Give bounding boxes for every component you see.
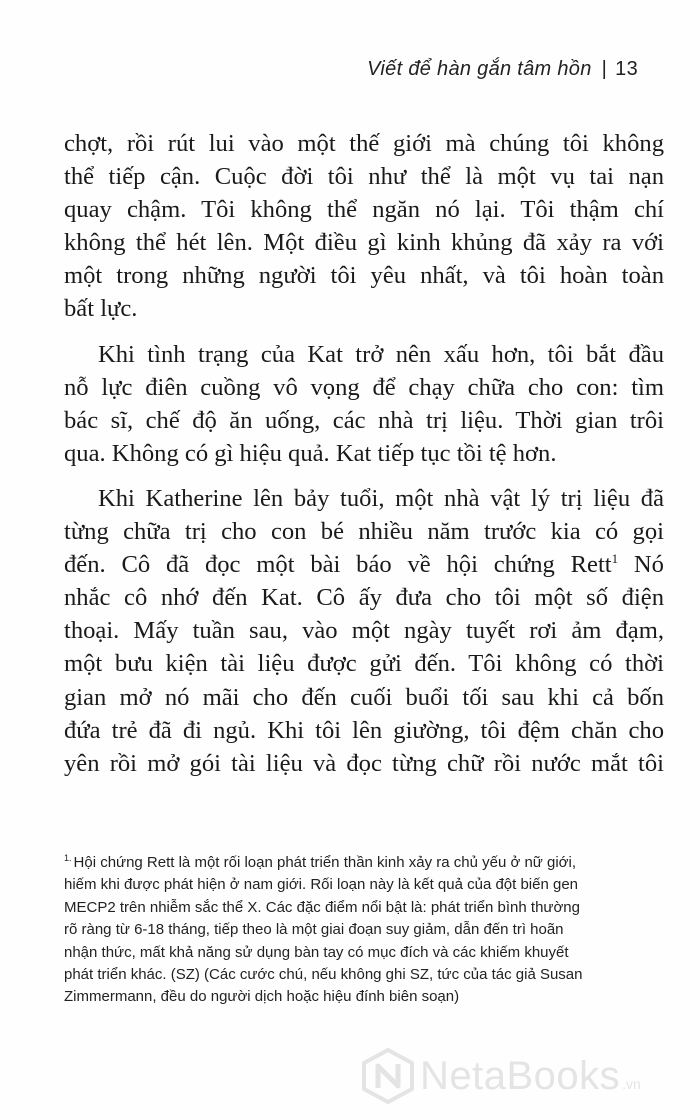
text-line: thoại. Mấy tuần sau, vào một ngày tuyết rơi ảm đạm, xyxy=(64,617,664,645)
body-text xyxy=(64,127,664,792)
watermark-brand: NetaBooks xyxy=(420,1053,621,1098)
text-line: qua. Không có gì hiệu quả. Kat tiếp tục tồi tệ hơn. xyxy=(64,439,557,467)
text-line: bác sĩ, chế độ ăn uống, các nhà trị liệu. Thời gian trôi xyxy=(64,406,664,434)
running-header xyxy=(367,58,638,81)
text-line-with-footnote xyxy=(64,548,664,581)
text-line: thể tiếp cận. Cuộc đời tôi như thể là một vụ tai nạn xyxy=(64,163,664,191)
text-line: nỗ lực điên cuồng vô vọng để chạy chữa cho con: tìm xyxy=(64,373,664,401)
text-line: yên rồi mở gói tài liệu và đọc từng chữ rồi nước mắt tôi xyxy=(64,749,664,777)
paragraph xyxy=(64,338,664,470)
footnote-text: Hội chứng Rett là một rối loạn phát triển thần kinh xảy ra chủ yếu ở nữ giới, xyxy=(73,854,577,871)
text-segment: Nó xyxy=(618,551,664,579)
footnote xyxy=(64,852,664,1009)
book-title: Viết để hàn gắn tâm hồn xyxy=(367,58,592,80)
text-line: nhắc cô nhớ đến Kat. Cô ấy đưa cho tôi một số điện xyxy=(64,584,664,612)
netabooks-logo-icon xyxy=(362,1048,414,1104)
footnote-reference: 1 xyxy=(611,550,619,566)
footnote-line: rõ ràng từ 6-18 tháng, tiếp theo là một giai đoạn suy giảm, dẫn đến trì hoãn xyxy=(64,921,564,939)
watermark-suffix: .vn xyxy=(622,1076,641,1092)
footnote-marker: 1. xyxy=(64,853,72,863)
text-line: chợt, rồi rút lui vào một thế giới mà chúng tôi không xyxy=(64,130,664,157)
text-line: đứa trẻ đã đi ngủ. Khi tôi lên giường, tôi đệm chăn cho xyxy=(64,716,664,744)
watermark xyxy=(362,1048,641,1104)
text-segment: đến. Cô đã đọc một bài báo về hội chứng Rett xyxy=(64,551,612,579)
text-line: Khi Katherine lên bảy tuổi, một nhà vật lý trị liệu đã xyxy=(98,484,664,512)
text-line: gian mở nó mãi cho đến cuối buổi tối sau khi cả bốn xyxy=(64,683,664,711)
footnote-line xyxy=(64,852,664,874)
footnote-line: Zimmermann, đều do người dịch hoặc hiệu đính biên soạn) xyxy=(64,988,460,1006)
text-line: một bưu kiện tài liệu được gửi đến. Tôi không có thời xyxy=(64,650,664,678)
paragraph xyxy=(64,482,664,780)
text-line: bất lực. xyxy=(64,295,138,323)
page-number: 13 xyxy=(615,58,638,80)
text-line: không thể hét lên. Một điều gì kinh khủng đã xảy ra với xyxy=(64,229,664,257)
footnote-line: nhận thức, mất khả năng sử dụng bàn tay có mục đích và các khiếm khuyết xyxy=(64,943,569,961)
text-line: quay chậm. Tôi không thể ngăn nó lại. Tôi thậm chí xyxy=(64,196,664,224)
paragraph xyxy=(64,127,664,326)
footnote-line: hiếm khi được phát hiện ở nam giới. Rối loạn này là kết quả của đột biến gen xyxy=(64,876,579,894)
text-line: Khi tình trạng của Kat trở nên xấu hơn, tôi bắt đầu xyxy=(98,340,664,368)
footnote-line: phát triển khác. (SZ) (Các cước chú, nếu không ghi SZ, tức của tác giả Susan xyxy=(64,966,583,984)
text-line: từng chữa trị cho con bé nhiều năm trước kia có gọi xyxy=(64,518,664,546)
header-separator: | xyxy=(601,58,608,80)
text-line: một trong những người tôi yêu nhất, và tôi hoàn toàn xyxy=(64,262,664,290)
footnote-line: MECP2 trên nhiễm sắc thể X. Các đặc điểm nổi bật là: phát triển bình thường xyxy=(64,898,580,916)
